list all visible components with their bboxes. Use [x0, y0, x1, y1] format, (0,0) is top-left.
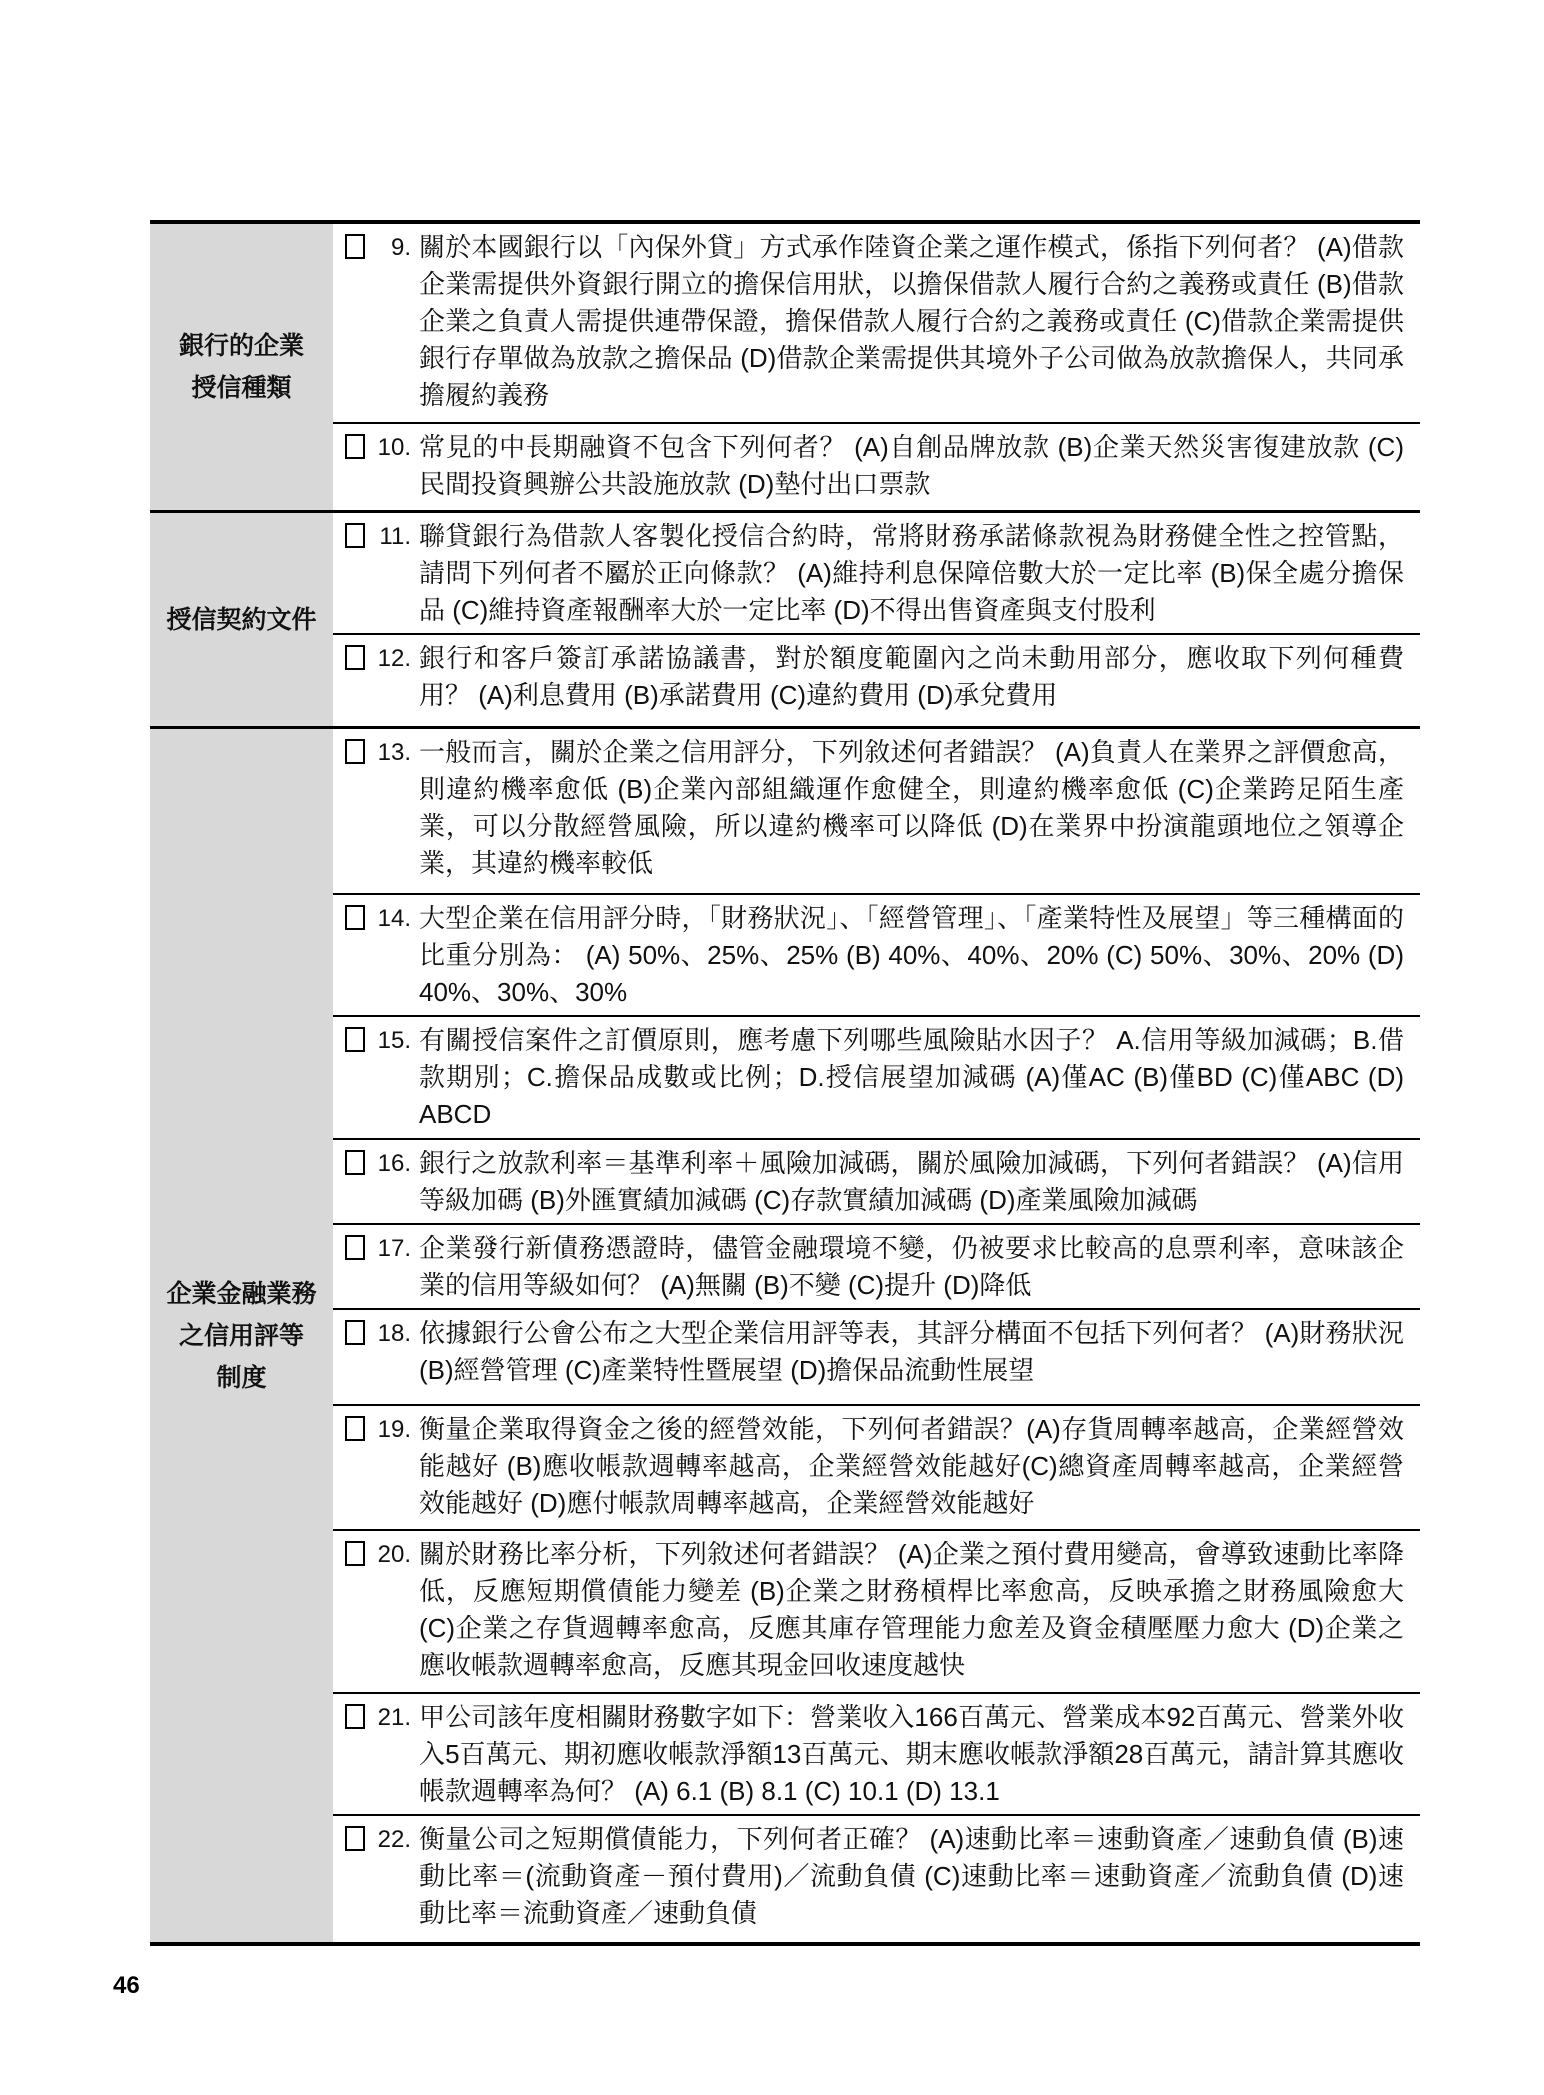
- question-text: 企業發行新債務憑證時，儘管金融環境不變，仍被要求比較高的息票利率，意味該企業的信用等級如何？ (A)無關 (B)不變 (C)提升 (D)降低: [419, 1233, 1404, 1300]
- answer-checkbox[interactable]: [345, 905, 365, 930]
- question-number: 14.: [377, 905, 411, 932]
- answer-checkbox[interactable]: [345, 434, 365, 459]
- question-text: 常見的中長期融資不包含下列何者？ (A)自創品牌放款 (B)企業天然災害復建放款 (C)民間投資興辦公共設施放款 (D)墊付出口票款: [419, 432, 1404, 499]
- question-row: [333, 1404, 1420, 1529]
- section-label-line: 企業金融業務: [166, 1279, 317, 1308]
- page-number: 46: [113, 1972, 140, 1999]
- question-column: [333, 729, 1420, 1942]
- section-label: [150, 513, 333, 726]
- question-number: 9.: [390, 234, 411, 261]
- question-number: 18.: [377, 1320, 411, 1347]
- question-row: [333, 633, 1420, 726]
- question-number: 11.: [379, 523, 411, 550]
- section-label-line: 制度: [216, 1363, 267, 1392]
- question-number: 21.: [377, 1704, 411, 1731]
- question-number: 17.: [377, 1235, 411, 1262]
- question-number: 12.: [377, 645, 411, 672]
- answer-checkbox[interactable]: [345, 1704, 365, 1729]
- question-row: [333, 1015, 1420, 1138]
- question-row: [333, 224, 1420, 422]
- section-credit-contract-documents: [150, 510, 1420, 726]
- section-label-line: 授信契約文件: [166, 605, 317, 634]
- question-text: 關於財務比率分析，下列敘述何者錯誤？ (A)企業之預付費用變高，會導致速動比率降低，反應短期償債能力變差 (B)企業之財務槓桿比率愈高，反映承擔之財務風險愈大 (C)企業之存貨週轉率愈高，反應其庫存管理能力愈差及資金積壓壓力愈大 (D)企業之應收帳款週轉率愈高，反應其現金回收速度越快: [419, 1539, 1404, 1680]
- section-label-line: 授信種類: [191, 374, 292, 402]
- question-row: [333, 1814, 1420, 1942]
- question-number: 19.: [377, 1416, 411, 1443]
- question-row: [333, 1529, 1420, 1692]
- answer-checkbox[interactable]: [345, 739, 365, 764]
- question-number: 10.: [377, 434, 411, 461]
- answer-checkbox[interactable]: [345, 234, 365, 259]
- answer-checkbox[interactable]: [345, 523, 365, 548]
- question-text: 依據銀行公會公布之大型企業信用評等表，其評分構面不包括下列何者？ (A)財務狀況 (B)經營管理 (C)產業特性暨展望 (D)擔保品流動性展望: [419, 1318, 1404, 1385]
- section-label: [150, 224, 333, 510]
- question-row: [333, 1308, 1420, 1404]
- question-text: 聯貸銀行為借款人客製化授信合約時，常將財務承諾條款視為財務健全性之控管點，請問下列何者不屬於正向條款？ (A)維持利息保障倍數大於一定比率 (B)保全處分擔保品 (C)維持資產報酬率大於一定比率 (D)不得出售資產與支付股利: [419, 521, 1404, 625]
- question-number: 16.: [377, 1150, 411, 1177]
- question-text: 衡量企業取得資金之後的經營效能，下列何者錯誤？(A)存貨周轉率越高，企業經營效能越好 (B)應收帳款週轉率越高，企業經營效能越好(C)總資產周轉率越高，企業經營效能越好 (D)應付帳款周轉率越高，企業經營效能越好: [419, 1414, 1404, 1518]
- answer-checkbox[interactable]: [345, 1235, 365, 1260]
- question-text: 銀行之放款利率＝基準利率＋風險加減碼，關於風險加減碼，下列何者錯誤？ (A)信用等級加碼 (B)外匯實績加減碼 (C)存款實績加減碼 (D)產業風險加減碼: [419, 1148, 1404, 1215]
- question-row: [333, 422, 1420, 510]
- answer-checkbox[interactable]: [345, 1027, 365, 1052]
- section-label-line: 之信用評等: [178, 1321, 304, 1350]
- section-bank-corporate-credit-types: [150, 224, 1420, 510]
- section-label-line: 銀行的企業: [178, 332, 304, 360]
- question-table: [150, 220, 1420, 1946]
- answer-checkbox[interactable]: [345, 1320, 365, 1345]
- answer-checkbox[interactable]: [345, 645, 365, 670]
- question-text: 一般而言，關於企業之信用評分，下列敘述何者錯誤？ (A)負責人在業界之評價愈高，則違約機率愈低 (B)企業內部組織運作愈健全，則違約機率愈低 (C)企業跨足陌生產業，可以分散經營風險，所以違約機率可以降低 (D)在業界中扮演龍頭地位之領導企業，其違約機率較低: [419, 737, 1404, 878]
- question-number: 13.: [377, 739, 411, 766]
- question-row: [333, 893, 1420, 1015]
- section-corporate-finance-credit-rating-system: [150, 726, 1420, 1942]
- question-text: 大型企業在信用評分時，「財務狀況」、「經營管理」、「產業特性及展望」等三種構面的比重分別為： (A) 50%、25%、25% (B) 40%、40%、20% (C) 50%、30%、20% (D) 40%、30%、30%: [419, 903, 1404, 1007]
- answer-checkbox[interactable]: [345, 1826, 365, 1851]
- question-text: 關於本國銀行以「內保外貸」方式承作陸資企業之運作模式，係指下列何者？ (A)借款企業需提供外資銀行開立的擔保信用狀，以擔保借款人履行合約之義務或責任 (B)借款企業之負責人需提供連帶保證，擔保借款人履行合約之義務或責任 (C)借款企業需提供銀行存單做為放款之擔保品 (D)借款企業需提供其境外子公司做為放款擔保人，共同承擔履約義務: [419, 232, 1404, 410]
- question-row: [333, 513, 1420, 633]
- question-number: 15.: [377, 1027, 411, 1054]
- question-column: [333, 224, 1420, 510]
- question-number: 20.: [377, 1541, 411, 1568]
- question-row: [333, 1138, 1420, 1223]
- question-text: 有關授信案件之訂價原則，應考慮下列哪些風險貼水因子？ A.信用等級加減碼；B.借款期別；C.擔保品成數或比例；D.授信展望加減碼 (A)僅AC (B)僅BD (C)僅ABC (D) ABCD: [419, 1025, 1404, 1129]
- question-text: 銀行和客戶簽訂承諾協議書，對於額度範圍內之尚未動用部分，應收取下列何種費用？ (A)利息費用 (B)承諾費用 (C)違約費用 (D)承兌費用: [419, 643, 1404, 710]
- question-number: 22.: [377, 1826, 411, 1853]
- answer-checkbox[interactable]: [345, 1416, 365, 1441]
- section-label: [150, 729, 333, 1942]
- question-text: 衡量公司之短期償債能力，下列何者正確？ (A)速動比率＝速動資產／速動負債 (B)速動比率＝(流動資產－預付費用)／流動負債 (C)速動比率＝速動資產／流動負債 (D)速動比率＝流動資產／速動負債: [419, 1824, 1404, 1928]
- question-row: [333, 1223, 1420, 1308]
- answer-checkbox[interactable]: [345, 1150, 365, 1175]
- answer-checkbox[interactable]: [345, 1541, 365, 1566]
- question-column: [333, 513, 1420, 726]
- question-row: [333, 729, 1420, 893]
- question-row: [333, 1692, 1420, 1814]
- question-text: 甲公司該年度相關財務數字如下：營業收入166百萬元、營業成本92百萬元、營業外收入5百萬元、期初應收帳款淨額13百萬元、期末應收帳款淨額28百萬元，請計算其應收帳款週轉率為何？ (A) 6.1 (B) 8.1 (C) 10.1 (D) 13.1: [419, 1702, 1404, 1806]
